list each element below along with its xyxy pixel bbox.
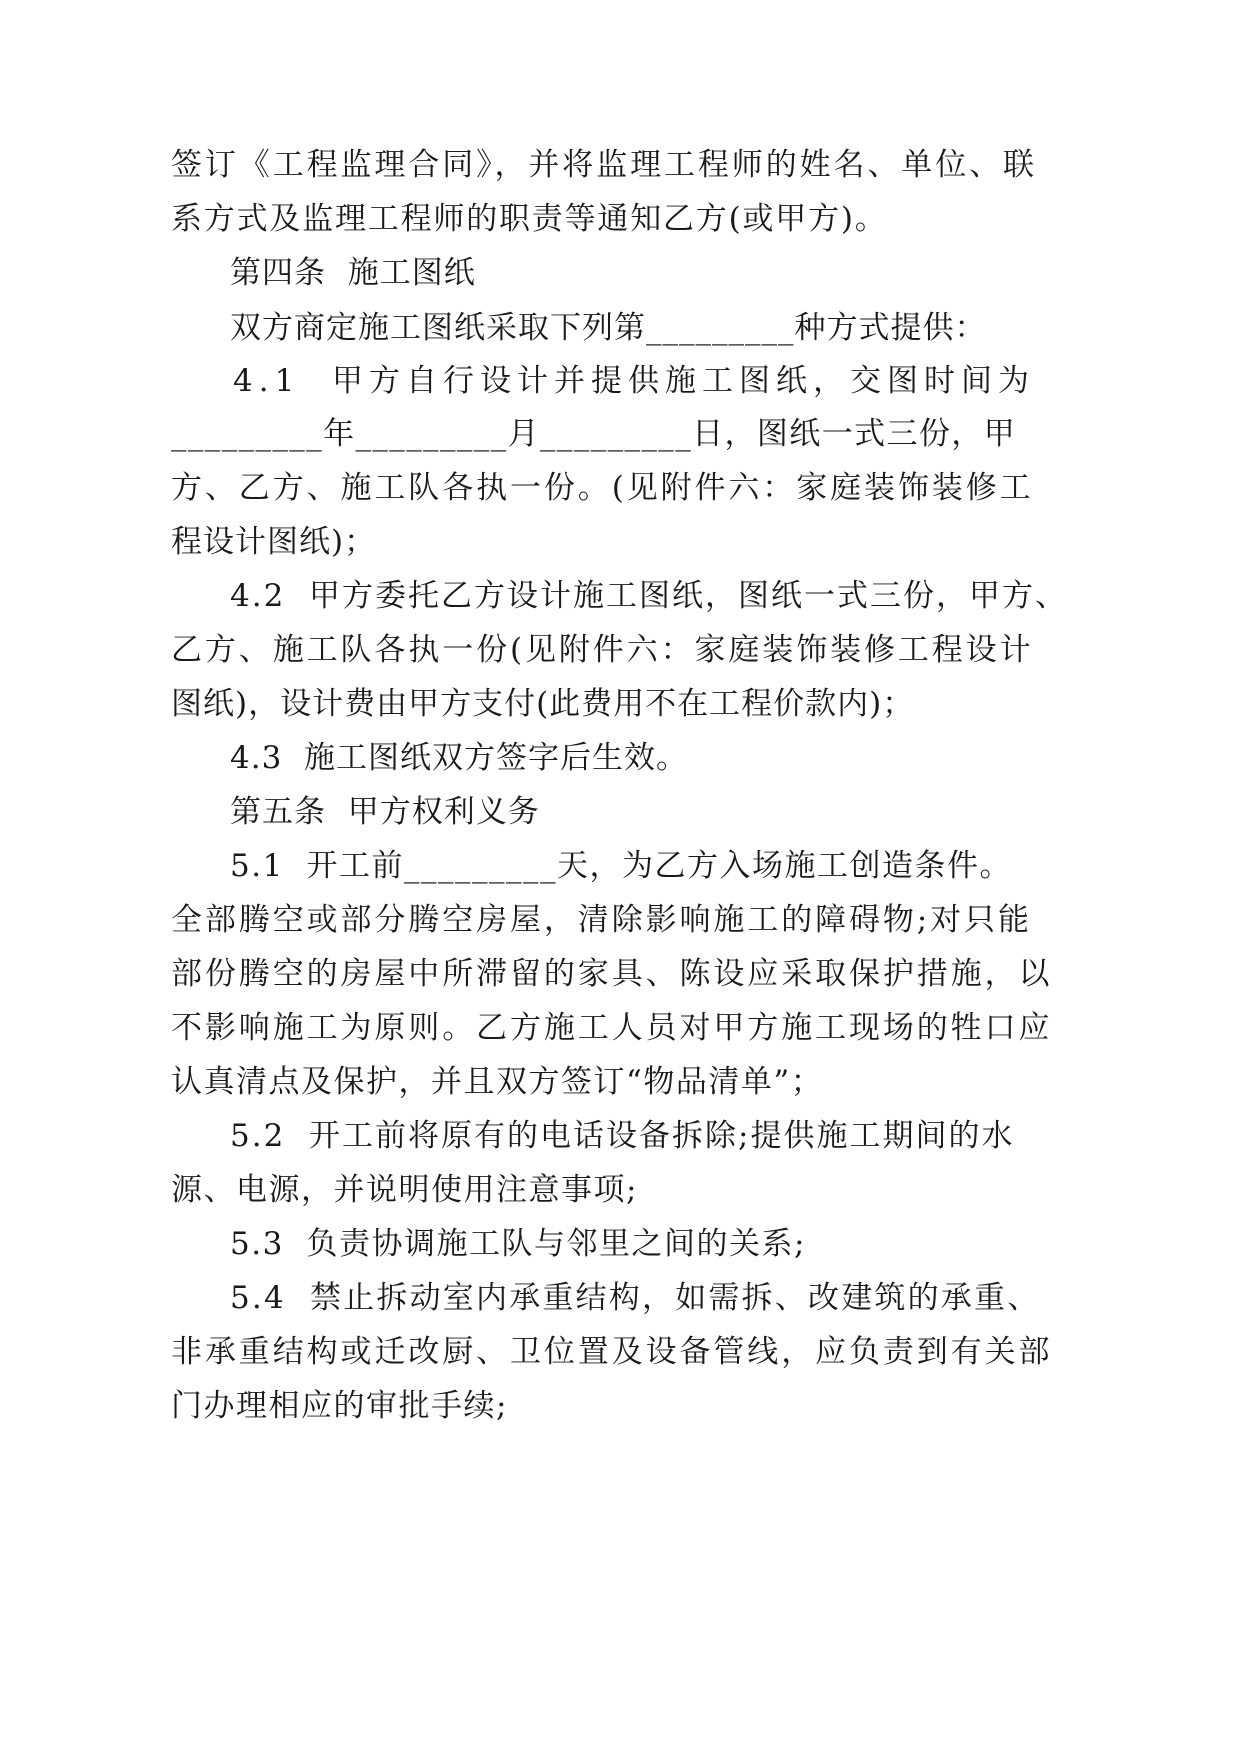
body-line: 部份腾空的房屋中所滞留的家具、陈设应采取保护措施，以	[171, 956, 1053, 992]
clause-line: 5.3 负责协调施工队与邻里之间的关系;	[230, 1226, 806, 1262]
body-line: 源、电源，并说明使用注意事项;	[171, 1172, 638, 1208]
body-line: 非承重结构或迁改厨、卫位置及设备管线，应负责到有关部	[171, 1334, 1053, 1370]
body-line: 全部腾空或部分腾空房屋，清除影响施工的障碍物;对只能	[171, 902, 1032, 938]
body-line: 不影响施工为原则。乙方施工人员对甲方施工现场的牲口应	[171, 1010, 1053, 1046]
body-line: 门办理相应的审批手续;	[171, 1388, 508, 1424]
clause-line: 4.1 甲方自行设计并提供施工图纸，交图时间为	[233, 363, 1036, 399]
body-line: 方、乙方、施工队各执一份。(见附件六：家庭装饰装修工	[171, 470, 1034, 506]
clause-line: 5.4 禁止拆动室内承重结构，如需拆、改建筑的承重、	[230, 1280, 1041, 1316]
section-heading: 第四条 施工图纸	[230, 255, 476, 291]
clause-line: 5.1 开工前_________天，为乙方入场施工创造条件。	[230, 848, 1013, 884]
body-line: 程设计图纸)；	[171, 524, 377, 560]
body-line: 乙方、施工队各执一份(见附件六：家庭装饰装修工程设计	[171, 632, 1034, 668]
body-line: 签订《工程监理合同》，并将监理工程师的姓名、单位、联	[171, 147, 1037, 183]
body-line: 图纸)，设计费由甲方支付(此费用不在工程价款内)；	[171, 686, 915, 722]
clause-line: 4.2 甲方委托乙方设计施工图纸，图纸一式三份，甲方、	[230, 578, 1069, 614]
body-line: _________年_________月_________日，图纸一式三份，甲	[171, 416, 1017, 452]
body-line: 系方式及监理工程师的职责等通知乙方(或甲方)。	[171, 201, 888, 237]
clause-line: 5.2 开工前将原有的电话设备拆除;提供施工期间的水	[230, 1118, 1015, 1154]
body-line: 认真清点及保护，并且双方签订“物品清单”；	[171, 1064, 824, 1100]
clause-line: 4.3 施工图纸双方签字后生效。	[230, 740, 689, 776]
section-heading: 第五条 甲方权利义务	[230, 794, 540, 830]
body-line: 双方商定施工图纸采取下列第_________种方式提供：	[230, 310, 987, 346]
